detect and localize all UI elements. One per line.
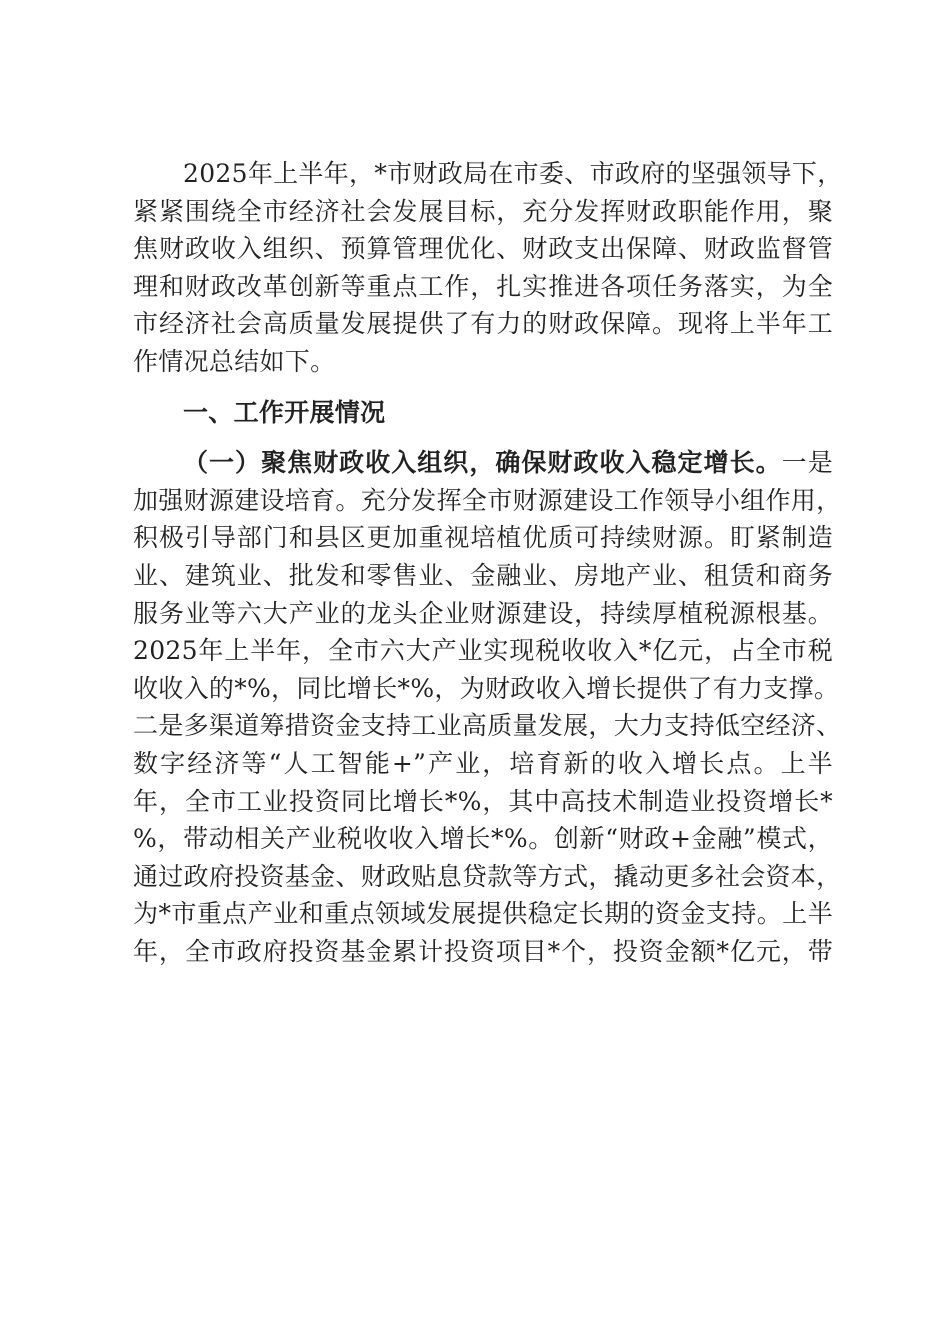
paragraph-line: 数字经济等“人工智能+”产业，培育新的收入增长点。上半 <box>133 748 833 778</box>
subsection-first-line-rest: 一是 <box>781 448 834 478</box>
paragraph-line: 收收入的*%，同比增长*%，为财政收入增长提供了有力支撑。 <box>133 673 840 703</box>
paragraph-line: 作情况总结如下。 <box>133 346 336 376</box>
paragraph-line: 2025年上半年，全市六大产业实现税收收入*亿元，占全市税 <box>133 636 833 666</box>
paragraph-line: 为*市重点产业和重点领域发展提供稳定长期的资金支持。上半 <box>133 899 833 929</box>
subsection-paragraph <box>133 444 842 970</box>
paragraph-line: 通过政府投资基金、财政贴息贷款等方式，撬动更多社会资本， <box>133 861 842 891</box>
subsection-title: （一）聚焦财政收入组织，确保财政收入稳定增长。 <box>183 448 782 478</box>
paragraph-line: %，带动相关产业税收收入增长*%。创新“财政+金融”模式， <box>133 824 833 854</box>
section-heading: 一、工作开展情况 <box>183 397 386 427</box>
intro-paragraph <box>133 155 843 381</box>
paragraph-line: 二是多渠道筹措资金支持工业高质量发展，大力支持低空经济、 <box>133 711 842 741</box>
paragraph-line: 年，全市工业投资同比增长*%，其中高技术制造业投资增长* <box>133 786 833 816</box>
paragraph-line: 年，全市政府投资基金累计投资项目*个，投资金额*亿元，带 <box>133 936 833 966</box>
paragraph-line: 紧紧围绕全市经济社会发展目标，充分发挥财政职能作用，聚 <box>133 196 833 226</box>
paragraph-line: 业、建筑业、批发和零售业、金融业、房地产业、租赁和商务 <box>133 560 833 590</box>
paragraph-line: 服务业等六大产业的龙头企业财源建设，持续厚植税源根基。 <box>133 598 833 628</box>
paragraph-line: 加强财源建设培育。充分发挥全市财源建设工作领导小组作用， <box>133 485 842 515</box>
paragraph-line: 焦财政收入组织、预算管理优化、财政支出保障、财政监督管 <box>133 234 833 264</box>
document-page <box>133 155 843 970</box>
paragraph-line: 市经济社会高质量发展提供了有力的财政保障。现将上半年工 <box>133 309 833 339</box>
paragraph-line: 2025年上半年，*市财政局在市委、市政府的坚强领导下， <box>183 159 843 188</box>
paragraph-line: 积极引导部门和县区更加重视培植优质可持续财源。盯紧制造 <box>133 523 833 553</box>
paragraph-line: 理和财政改革创新等重点工作，扎实推进各项任务落实，为全 <box>133 271 833 301</box>
paragraph-line <box>133 444 833 482</box>
